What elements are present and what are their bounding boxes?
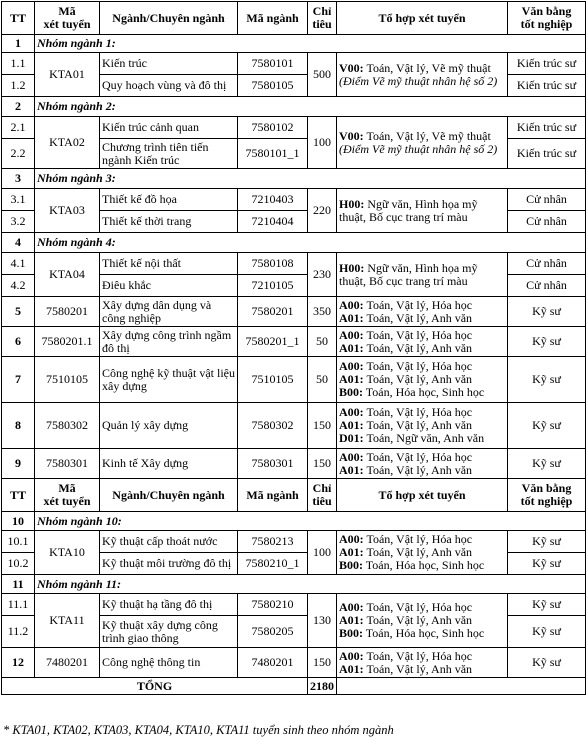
group-tt: 11 [2,575,35,594]
combos-cell: V00: Toán, Vật lý, Vẽ mỹ thuật (Điểm Vẽ mỹ thuật nhân hệ số 2) [337,117,508,169]
total-label: TỔNG [2,678,308,695]
quota: 100 [308,117,337,169]
degree: Kiến trúc sư [508,53,586,75]
degree: Kỹ sư [508,297,586,327]
degree: Cử nhân [508,189,586,211]
header-tt: TT [2,479,35,512]
combos-cell: A00: Toán, Vật lý, Hóa học A01: Toán, Vật lý, Anh văn [337,449,508,479]
major-code: 7210404 [238,211,308,233]
header-code: Mã xét tuyển [35,479,100,512]
degree: Kỹ sư [508,616,586,648]
major-code: 7580101 [238,53,308,75]
major-name: Kỹ thuật hạ tầng đô thị [100,594,238,616]
admission-code: 7510105 [35,357,100,403]
admission-code: 7580201.1 [35,327,100,357]
admission-code: KTA02 [35,117,100,169]
major-name: Quản lý xây dựng [100,403,238,449]
header-code: Mã xét tuyển [35,2,100,35]
combos-cell: A00: Toán, Vật lý, Hóa học A01: Toán, Vật lý, Anh văn [337,327,508,357]
major-name: Xây dựng dân dụng và công nghiệp [100,297,238,327]
header-major-code: Mã ngành [238,479,308,512]
row-tt: 3.2 [2,211,35,233]
row-tt: 3.1 [2,189,35,211]
header-major: Ngành/Chuyên ngành [100,2,238,35]
quota: 350 [308,297,337,327]
major-name: Kỹ thuật xây dựng công trình giao thông [100,616,238,648]
group-tt: 3 [2,169,35,189]
major-code: 7580210_1 [238,553,308,575]
table-row [2,297,586,327]
row-tt: 11.2 [2,616,35,648]
major-name: Thiết kế nội thất [100,253,238,275]
combos-cell: H00: Ngữ văn, Hình họa mỹ thuật, Bố cục trang trí màu [337,189,508,233]
major-name: Kinh tế Xây dựng [100,449,238,479]
group-row [2,169,586,189]
quota: 150 [308,648,337,678]
admission-code: 7580301 [35,449,100,479]
combos-cell: A00: Toán, Vật lý, Hóa học A01: Toán, Vật lý, Anh văn [337,648,508,678]
header-combos: Tổ hợp xét tuyển [337,479,508,512]
combos-cell: A00: Toán, Vật lý, Hóa học A01: Toán, Vật lý, Anh văn D01: Toán, Ngữ văn, Anh văn [337,403,508,449]
degree: Kiến trúc sư [508,75,586,97]
major-name: Xây dựng công trình ngầm đô thị [100,327,238,357]
table-row [2,648,586,678]
major-code: 7580108 [238,253,308,275]
group-name: Nhóm ngành 11: [35,575,586,594]
quota: 50 [308,357,337,403]
major-code: 7480201 [238,648,308,678]
major-code: 7580302 [238,403,308,449]
header-degree: Văn bằng tốt nghiệp [508,2,586,35]
footnote: * KTA01, KTA02, KTA03, KTA04, KTA10, KTA11 tuyển sinh theo nhóm ngành [3,723,394,737]
header-quota: Chỉ tiêu [308,2,337,35]
table-row [2,357,586,403]
combos-cell: A00: Toán, Vật lý, Hóa học A01: Toán, Vật lý, Anh văn B00: Toán, Hóa học, Sinh học [337,357,508,403]
row-tt: 4.2 [2,275,35,297]
quota: 50 [308,327,337,357]
row-tt: 11.1 [2,594,35,616]
row-tt: 2.2 [2,139,35,169]
admission-code: 7580302 [35,403,100,449]
quota: 150 [308,449,337,479]
major-code: 7210105 [238,275,308,297]
row-tt: 10.2 [2,553,35,575]
major-name: Điêu khắc [100,275,238,297]
major-name: Quy hoạch vùng và đô thị [100,75,238,97]
major-name: Công nghệ thông tin [100,648,238,678]
group-tt: 4 [2,233,35,253]
row-tt: 10.1 [2,531,35,553]
group-row [2,35,586,53]
major-code: 7580201_1 [238,327,308,357]
quota: 100 [308,531,337,575]
quota: 130 [308,594,337,648]
group-name: Nhóm ngành 2: [35,97,586,117]
major-name: Thiết kế đồ họa [100,189,238,211]
total-row [2,678,586,695]
group-tt: 10 [2,512,35,531]
degree: Kỹ sư [508,449,586,479]
degree: Kỹ sư [508,327,586,357]
total-value: 2180 [308,678,337,695]
quota: 500 [308,53,337,97]
combos-cell: H00: Ngữ văn, Hình họa mỹ thuật, Bố cục trang trí màu [337,253,508,297]
major-code: 7580213 [238,531,308,553]
degree: Kỹ sư [508,403,586,449]
degree: Kỹ sư [508,531,586,553]
degree: Kiến trúc sư [508,139,586,169]
degree: Kỹ sư [508,594,586,616]
table-row [2,531,586,553]
major-code: 7580301 [238,449,308,479]
admission-code: KTA10 [35,531,100,575]
row-tt: 8 [2,403,35,449]
quota: 150 [308,403,337,449]
group-row [2,97,586,117]
degree: Cử nhân [508,211,586,233]
admission-code: KTA03 [35,189,100,233]
table-row [2,253,586,275]
row-tt: 7 [2,357,35,403]
degree: Kỹ sư [508,648,586,678]
header-row [2,2,586,35]
degree: Cử nhân [508,275,586,297]
combos-cell: A00: Toán, Vật lý, Hóa học A01: Toán, Vật lý, Anh văn B00: Toán, Hóa học, Sinh học [337,531,508,575]
quota: 220 [308,189,337,233]
group-name: Nhóm ngành 4: [35,233,586,253]
table-row [2,327,586,357]
row-tt: 9 [2,449,35,479]
group-row [2,512,586,531]
header-row [2,479,586,512]
table-row [2,594,586,616]
table-row [2,53,586,75]
group-row [2,575,586,594]
group-tt: 1 [2,35,35,53]
row-tt: 6 [2,327,35,357]
combos-cell: A00: Toán, Vật lý, Hóa học A01: Toán, Vật lý, Anh văn [337,297,508,327]
group-name: Nhóm ngành 3: [35,169,586,189]
row-tt: 1.1 [2,53,35,75]
header-tt: TT [2,2,35,35]
header-major-code: Mã ngành [238,2,308,35]
group-row [2,233,586,253]
major-name: Kỹ thuật cấp thoát nước [100,531,238,553]
total-empty [337,678,586,695]
degree: Kiến trúc sư [508,117,586,139]
table-row [2,189,586,211]
major-code: 7580101_1 [238,139,308,169]
header-combos: Tổ hợp xét tuyển [337,2,508,35]
major-code: 7580102 [238,117,308,139]
major-code: 7210403 [238,189,308,211]
major-name: Kiến trúc [100,53,238,75]
table-row [2,117,586,139]
major-name: Chương trình tiên tiến ngành Kiến trúc [100,139,238,169]
combos-cell: V00: Toán, Vật lý, Vẽ mỹ thuật (Điểm Vẽ mỹ thuật nhân hệ số 2) [337,53,508,97]
group-tt: 2 [2,97,35,117]
row-tt: 2.1 [2,117,35,139]
group-name: Nhóm ngành 1: [35,35,586,53]
major-name: Kỹ thuật môi trường đô thị [100,553,238,575]
degree: Kỹ sư [508,553,586,575]
quota: 230 [308,253,337,297]
header-degree: Văn bằng tốt nghiệp [508,479,586,512]
row-tt: 4.1 [2,253,35,275]
major-code: 7580210 [238,594,308,616]
major-code: 7580201 [238,297,308,327]
major-code: 7580205 [238,616,308,648]
degree: Kỹ sư [508,357,586,403]
combos-cell: A00: Toán, Vật lý, Hóa học A01: Toán, Vật lý, Anh văn B00: Toán, Hóa học, Sinh học [337,594,508,648]
header-major: Ngành/Chuyên ngành [100,479,238,512]
row-tt: 12 [2,648,35,678]
major-name: Thiết kế thời trang [100,211,238,233]
major-name: Công nghệ kỹ thuật vật liệu xây dựng [100,357,238,403]
header-quota: Chỉ tiêu [308,479,337,512]
admission-code: 7480201 [35,648,100,678]
row-tt: 5 [2,297,35,327]
degree: Cử nhân [508,253,586,275]
major-code: 7510105 [238,357,308,403]
major-name: Kiến trúc cảnh quan [100,117,238,139]
group-name: Nhóm ngành 10: [35,512,586,531]
admission-code: KTA01 [35,53,100,97]
admission-code: KTA04 [35,253,100,297]
major-code: 7580105 [238,75,308,97]
admission-code: 7580201 [35,297,100,327]
table-row [2,403,586,449]
admission-code: KTA11 [35,594,100,648]
table-row [2,449,586,479]
row-tt: 1.2 [2,75,35,97]
admission-table [1,1,586,695]
